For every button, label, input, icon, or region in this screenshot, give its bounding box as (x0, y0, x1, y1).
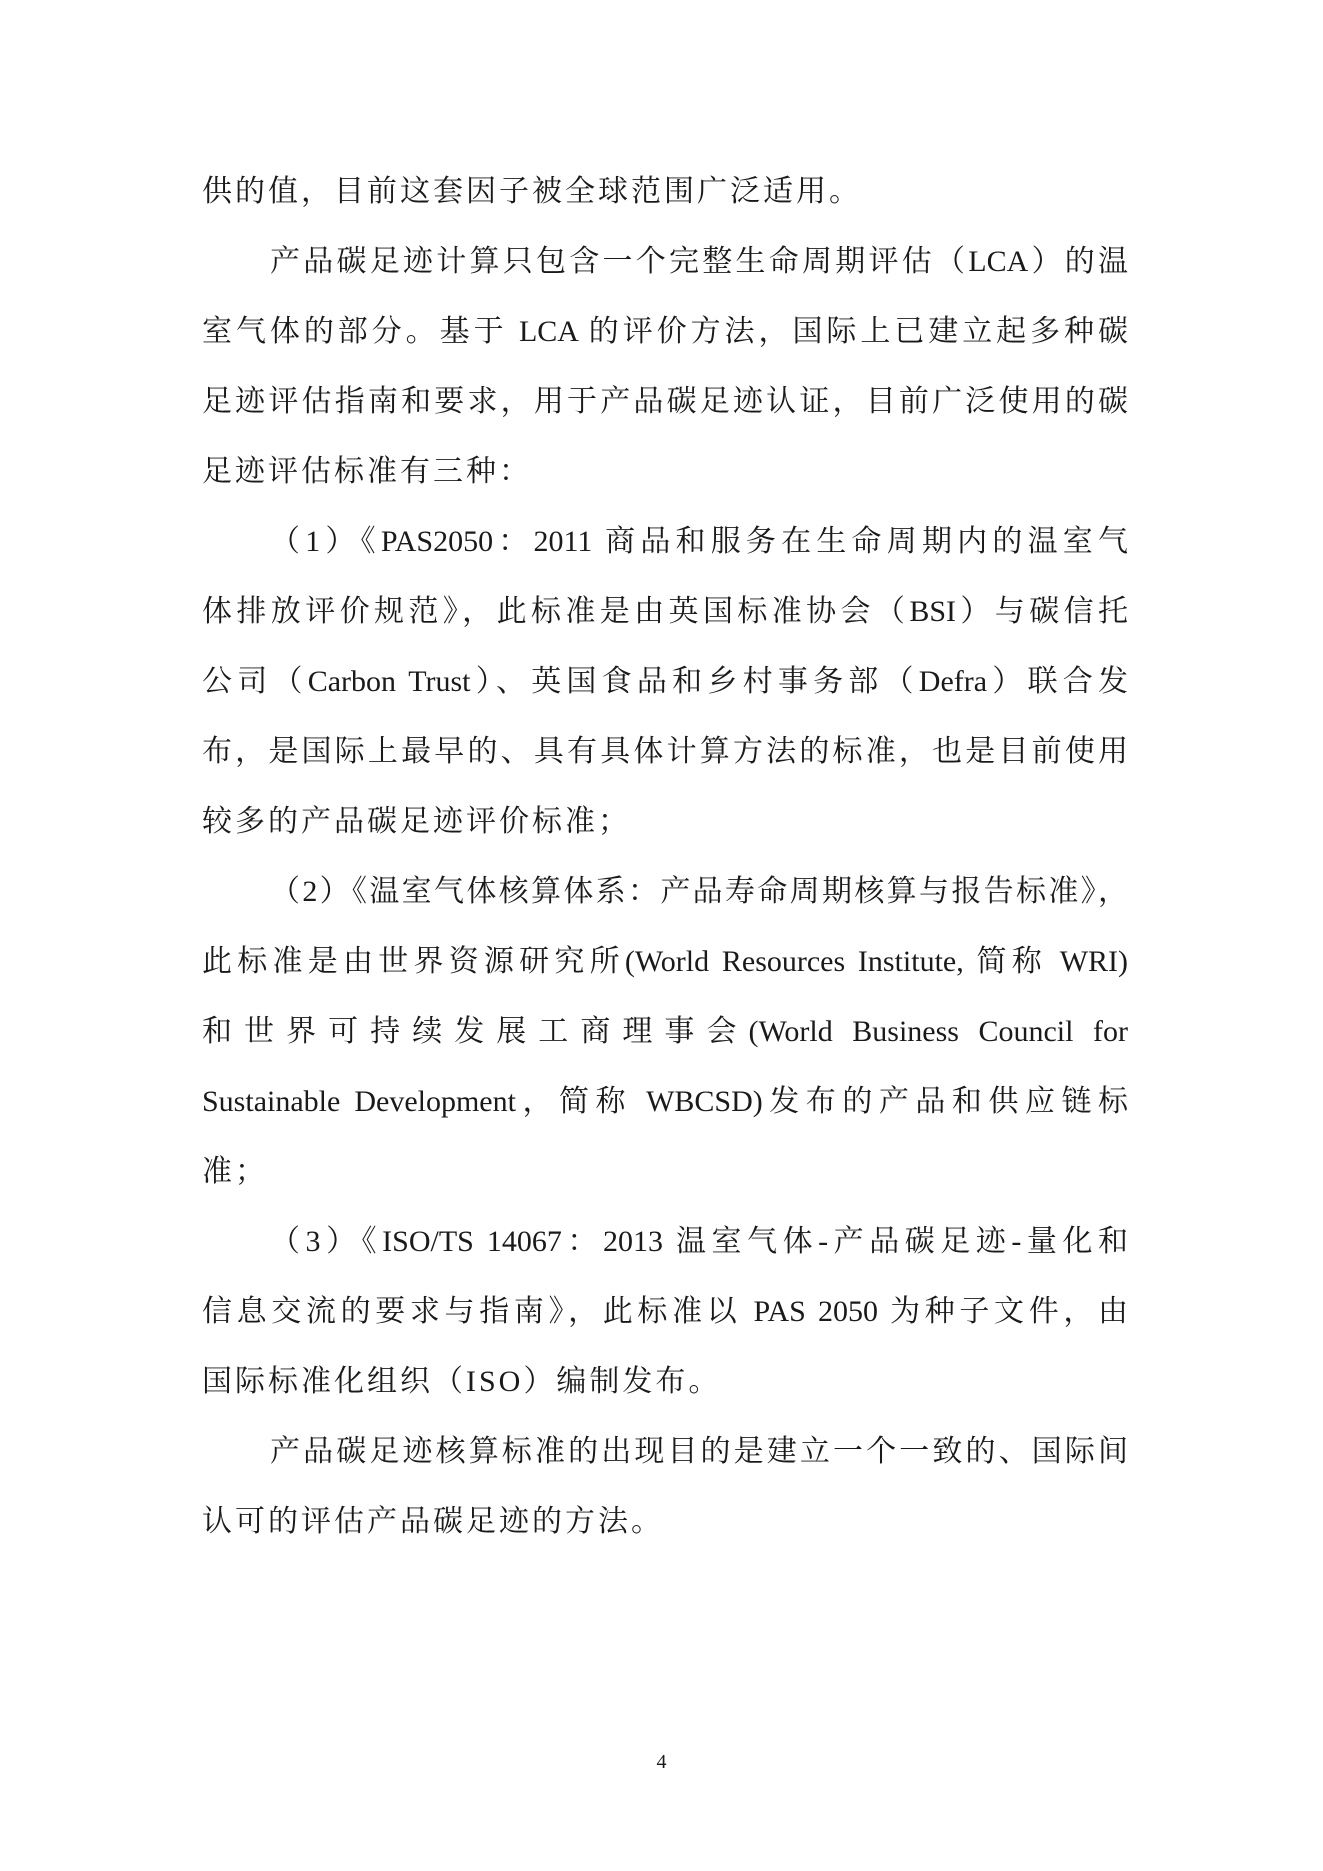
text-line: 公司（Carbon Trust）、英国食品和乡村事务部（Defra）联合发 (202, 665, 1128, 698)
text-line: 体排放评价规范》，此标准是由英国标准协会（BSI）与碳信托 (202, 595, 1128, 628)
text-line: 国际标准化组织（ISO）编制发布。 (202, 1365, 722, 1398)
text-line: 认可的评估产品碳足迹的方法。 (202, 1505, 664, 1538)
paragraph-lca-intro (202, 227, 1128, 507)
text-line: Sustainable Development，简称 WBCSD)发布的产品和供应链标 (202, 1085, 1128, 1118)
text-line: 此标准是由世界资源研究所(World Resources Institute, 简称 WRI) (202, 945, 1128, 978)
text-line: 和世界可持续发展工商理事会(World Business Council for (202, 1015, 1128, 1048)
paragraph-standard-2 (202, 857, 1128, 1207)
text-line: 布，是国际上最早的、具有具体计算方法的标准，也是目前使用 (202, 735, 1128, 768)
text-line: 产品碳足迹核算标准的出现目的是建立一个一致的、国际间 (270, 1435, 1128, 1468)
text-line: 供的值，目前这套因子被全球范围广泛适用。 (202, 175, 862, 208)
text-line: （3）《ISO/TS 14067：2013 温室气体-产品碳足迹-量化和 (270, 1225, 1128, 1258)
text-line: 产品碳足迹计算只包含一个完整生命周期评估（LCA）的温 (270, 245, 1128, 278)
text-line: 准； (202, 1155, 268, 1188)
paragraph-continuation (202, 157, 1128, 227)
page-number: 4 (656, 1751, 667, 1773)
text-line: 信息交流的要求与指南》，此标准以 PAS 2050 为种子文件，由 (202, 1295, 1128, 1328)
text-line: （1）《PAS2050：2011 商品和服务在生命周期内的温室气 (270, 525, 1128, 558)
body-text (202, 157, 1128, 1557)
text-line: 室气体的部分。基于 LCA 的评价方法，国际上已建立起多种碳 (202, 315, 1128, 348)
paragraph-standard-3 (202, 1207, 1128, 1417)
text-line: 足迹评估指南和要求，用于产品碳足迹认证，目前广泛使用的碳 (202, 385, 1128, 418)
text-line: （2）《温室气体核算体系：产品寿命周期核算与报告标准》， (270, 875, 1128, 908)
text-line: 足迹评估标准有三种： (202, 455, 532, 488)
paragraph-standard-1 (202, 507, 1128, 857)
paragraph-conclusion (202, 1417, 1128, 1557)
text-line: 较多的产品碳足迹评价标准； (202, 805, 631, 838)
